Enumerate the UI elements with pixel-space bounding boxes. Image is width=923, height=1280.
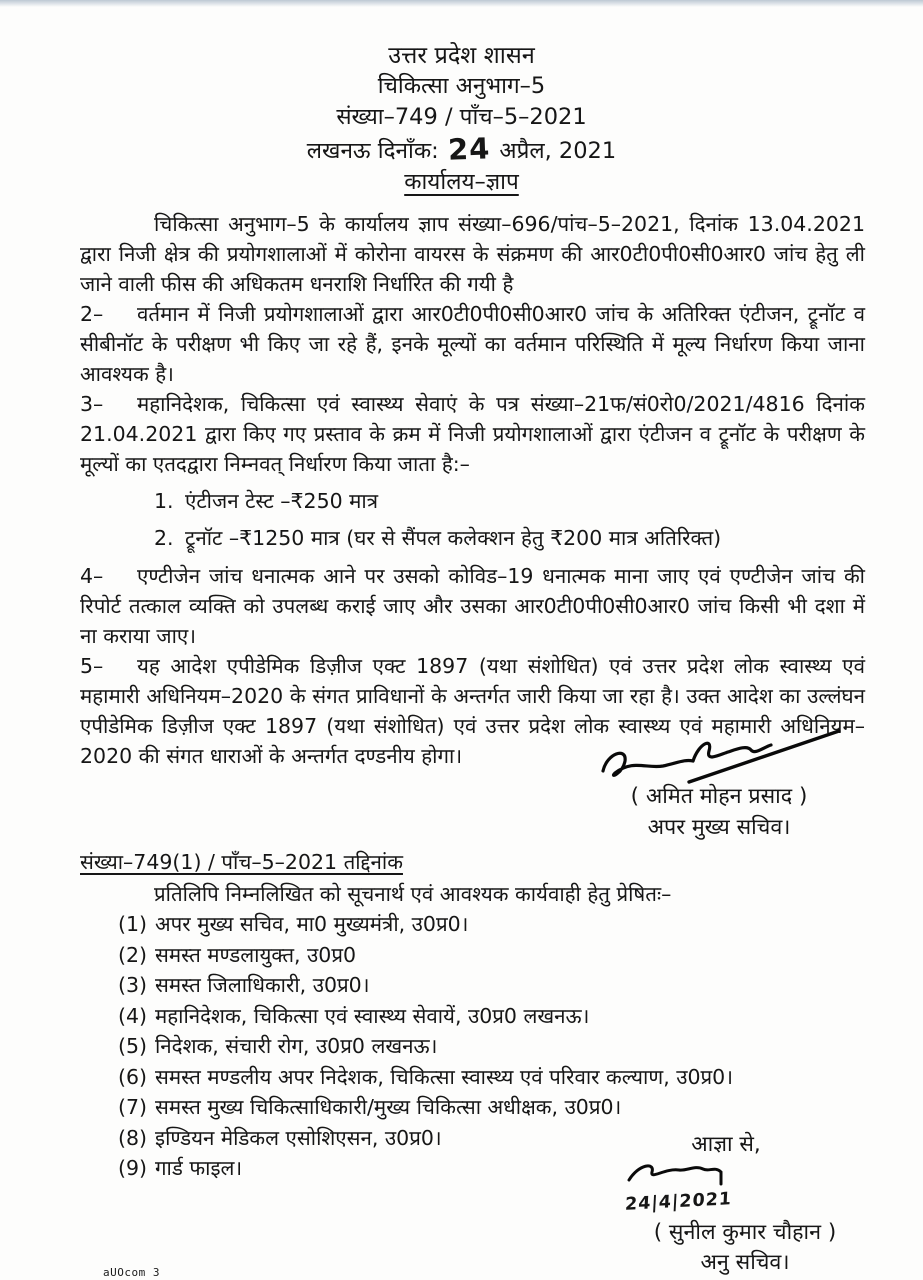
distribution-item	[80, 1062, 865, 1093]
handwritten-date: 24|4|2021	[624, 1188, 733, 1215]
distribution-item	[80, 909, 865, 940]
distribution-item-3-text: समस्त जिलाधिकारी, उ0प्र0।	[155, 973, 370, 997]
distribution-item	[80, 970, 865, 1001]
paragraph-2-number: 2–	[80, 302, 104, 326]
paragraph-4-text: एण्टीजेन जांच धनात्मक आने पर उसको कोविड–19 धनात्मक माना जाए एवं एण्टीजेन जांच की रिपोर्ट तत्काल व्यक्ति को उपलब्ध कराई जाए और उसका आर0टी0पी0सी0आर0 जांच किसी भी दशा में ना कराया जाए।	[80, 564, 865, 648]
paragraph-1: चिकित्सा अनुभाग–5 के कार्यालय ज्ञाप संख्या–696/पांच–5–2021, दिनांक 13.04.2021 द्वारा निजी क्षेत्र की प्रयोगशालाओं में कोरोना वायरस के संक्रमण की आर0टी0पी0सी0आर0 जांच हेतु ली जाने वाली फीस की अधिकतम धनराशि निर्धारित की गयी है	[80, 212, 865, 296]
place-date-line	[0, 133, 923, 167]
signature2-scribble-icon	[625, 1160, 735, 1186]
distribution-ref-number: संख्या–749(1) / पाँच–5–2021 तद्दिनांक	[80, 850, 403, 874]
distribution-item-1-text: अपर मुख्य सचिव, मा0 मुख्यमंत्री, उ0प्र0।	[155, 912, 469, 936]
memo-body	[80, 209, 865, 771]
distribution-intro: प्रतिलिपि निम्नलिखित को सूचनार्थ एवं आवश्यक कार्यवाही हेतु प्रेषितः–	[154, 881, 672, 906]
place-date-prefix: लखनऊ दिनाँक:	[306, 138, 439, 164]
price-item-truenat	[154, 520, 865, 557]
by-order-text: आज्ञा से,	[691, 1131, 761, 1157]
paragraph-5-text: यह आदेश एपीडेमिक डिज़ीज एक्ट 1897 (यथा संशोधित) एवं उत्तर प्रदेश लोक स्वास्थ्य एवं महामारी अधिनियम–2020 के संगत प्राविधानों के अन्तर्गत जारी किया जा रहा है। उक्त आदेश का उल्लंघन एपीडेमिक डिज़ीज एक्ट 1897 (यथा संशोधित) एवं उत्तर प्रदेश लोक स्वास्थ्य एवं महामारी अधिनियम–2020 की संगत धाराओं के अन्तर्गत दण्डनीय होगा।	[80, 654, 865, 768]
memo-header	[0, 0, 923, 198]
distribution-item-4-number: (4)	[118, 1003, 148, 1028]
price-list	[154, 483, 865, 557]
paragraph-5-number: 5–	[80, 654, 104, 678]
distribution-item-7-text: समस्त मुख्य चिकित्साधिकारी/मुख्य चिकित्सा अधीक्षक, उ0प्र0।	[155, 1095, 622, 1119]
distribution-item-6-number: (6)	[118, 1064, 148, 1089]
price-item-2-number: 2.	[154, 526, 174, 550]
price-item-antigen	[154, 483, 865, 520]
signatory-2-name: ( सुनील कुमार चौहान )	[653, 1219, 837, 1245]
section-name: चिकित्सा अनुभाग–5	[377, 73, 546, 99]
distribution-item	[80, 1001, 865, 1032]
paragraph-2-text: वर्तमान में निजी प्रयोगशालाओं द्वारा आर0टी0पी0सी0आर0 जांच के अतिरिक्त एंटीजन, ट्रूनॉट व सीबीनॉट के परीक्षण भी किए जा रहे हैं, इनके मूल्यों का वर्तमान परिस्थिति में मूल्य निर्धारण किया जाना आवश्यक है।	[80, 302, 865, 386]
paragraph-2	[80, 299, 865, 389]
org-name: उत्तर प्रदेश शासन	[388, 41, 535, 69]
scan-footer-artifact: aUOcom 3	[103, 1266, 160, 1279]
signatory-1-name: ( अमित मोहन प्रसाद )	[630, 784, 808, 809]
signature-block-under-secretary	[595, 1130, 895, 1278]
distribution-item	[80, 940, 865, 971]
signature-block-acs	[559, 725, 879, 843]
distribution-item-5-number: (5)	[118, 1034, 148, 1058]
distribution-item-7-number: (7)	[118, 1095, 148, 1119]
paragraph-3-number: 3–	[80, 392, 104, 416]
distribution-item-6-text: समस्त मण्डलीय अपर निदेशक, चिकित्सा स्वास्थ्य एवं परिवार कल्याण, उ0प्र0।	[155, 1064, 733, 1089]
price-item-1-text: एंटीजन टेस्ट –₹250 मात्र	[185, 489, 379, 513]
distribution-item-4-text: महानिदेशक, चिकित्सा एवं स्वास्थ्य सेवायें, उ0प्र0 लखनऊ।	[155, 1003, 590, 1028]
handwritten-sign-area	[625, 1160, 895, 1218]
distribution-item-8-text: इण्डियन मेडिकल एसोशिएसन, उ0प्र0।	[155, 1125, 442, 1150]
distribution-item-8-number: (8)	[118, 1125, 148, 1150]
signature-scribble-icon	[589, 725, 849, 789]
distribution-item-9-text: गार्ड फाइल।	[155, 1156, 243, 1180]
price-item-1-number: 1.	[154, 489, 174, 513]
memo-subject-title: कार्यालय–ज्ञाप	[404, 169, 519, 195]
distribution-item-2-number: (2)	[118, 942, 148, 967]
paragraph-4	[80, 561, 865, 651]
price-item-2-text: ट्रूनॉट –₹1250 मात्र (घर से सैंपल कलेक्शन हेतु ₹200 मात्र अतिरिक्त)	[185, 526, 722, 550]
date-rest: अप्रैल, 2021	[499, 138, 617, 164]
paragraph-3	[80, 389, 865, 479]
signatory-1-title: अपर मुख्य सचिव।	[647, 815, 791, 840]
handwritten-day: 24	[447, 131, 491, 167]
memo-number: संख्या–749 / पाँच–5–2021	[336, 104, 587, 130]
distribution-item-2-text: समस्त मण्डलायुक्त, उ0प्र0	[155, 942, 357, 967]
distribution-item-9-number: (9)	[118, 1156, 148, 1180]
distribution-item-5-text: निदेशक, संचारी रोग, उ0प्र0 लखनऊ।	[155, 1034, 438, 1058]
paragraph-3-text: महानिदेशक, चिकित्सा एवं स्वास्थ्य सेवाएं के पत्र संख्या–21फ/सं0रो0/2021/4816 दिनांक 21.04.2021 द्वारा किए गए प्रस्ताव के क्रम में निजी प्रयोगशालाओं द्वारा एंटीजन व ट्रूनॉट के परीक्षण के मूल्यों का एतदद्वारा निम्नवत् निर्धारण किया जाता है:–	[80, 392, 865, 476]
signatory-2-title: अनु सचिव।	[700, 1249, 790, 1275]
distribution-item	[80, 1092, 865, 1123]
paragraph-4-number: 4–	[80, 564, 104, 588]
distribution-item-3-number: (3)	[118, 973, 148, 997]
distribution-item-1-number: (1)	[118, 912, 148, 936]
distribution-item	[80, 1031, 865, 1062]
